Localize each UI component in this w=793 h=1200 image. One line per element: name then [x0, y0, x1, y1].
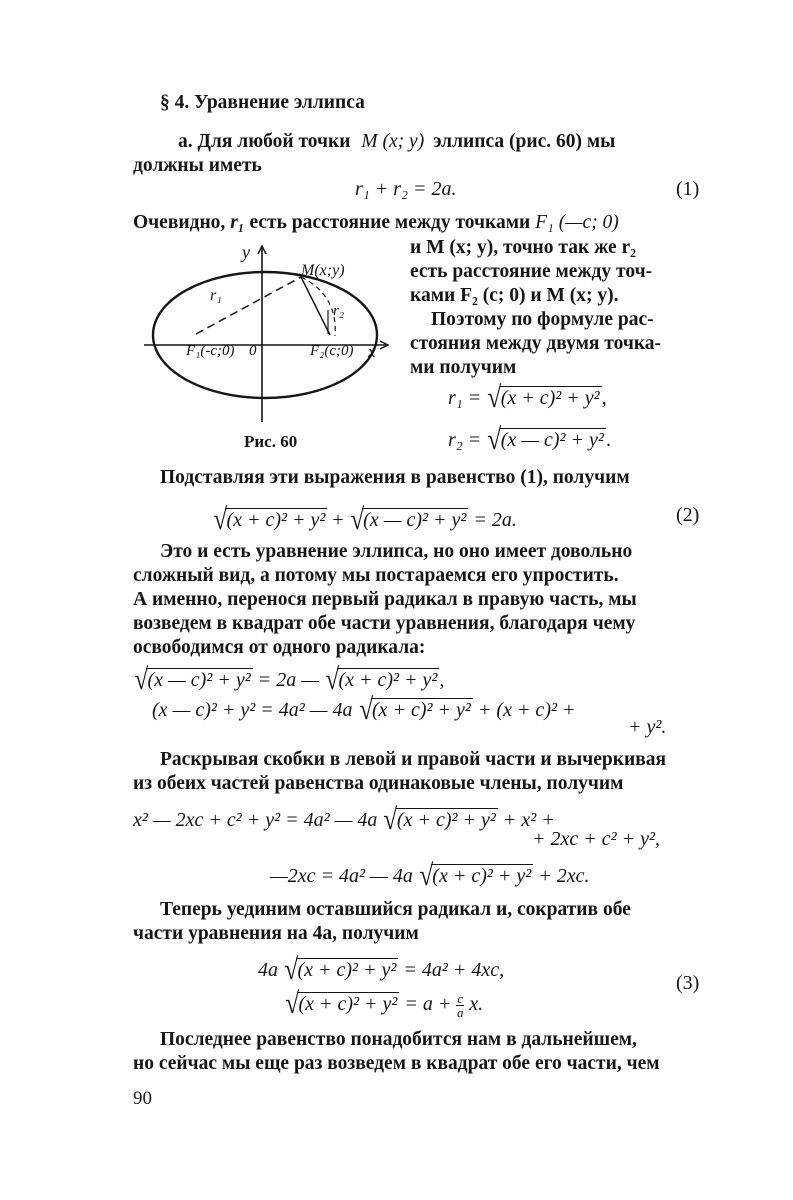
equation-5-continuation: + 2xc + c² + y², — [532, 828, 660, 850]
equation-2-number: (2) — [676, 504, 700, 526]
eq3-radicand-2: (x + c)² + y² — [338, 669, 438, 691]
eq5-rhs: + x² + — [502, 809, 555, 831]
paragraph-4-line-3: А именно, перенося первый радикал в правую часть, мы — [133, 589, 637, 610]
eq2-plus: + — [332, 509, 344, 531]
p2-f1: F₁ (—c; 0) — [535, 212, 619, 233]
eq-r2-end: . — [605, 429, 611, 451]
p1-point-m: M — [361, 131, 378, 152]
sqrt-icon: √ — [285, 987, 300, 1020]
p1-point-coords: (x; y) — [382, 131, 425, 152]
p2-text-rest: есть расстояние между точками — [249, 212, 531, 233]
eq5-lhs: x² — 2xc + c² + y² = 4a² — 4a — [133, 809, 378, 831]
paragraph-2-line-3: есть расстояние между точ- — [410, 261, 653, 282]
eq-r2-radicand: (x — c)² + y² — [500, 429, 604, 451]
eq-r1-radicand: (x + c)² + y² — [500, 387, 600, 409]
eq7a-radicand: (x + c)² + y² — [297, 959, 397, 981]
eq7b-end: x. — [469, 993, 484, 1015]
eq3-end: , — [439, 669, 445, 691]
sqrt-icon: √ — [419, 859, 434, 892]
figure-caption: Рис. 60 — [244, 432, 298, 451]
paragraph-4-line-4: возведем в квадрат обе части уравнения, благодаря чему — [133, 613, 636, 634]
label-x: x — [368, 342, 376, 361]
eq-r1-lhs: r₁ = — [448, 387, 482, 409]
equation-1: r₁ + r₂ = 2a. — [355, 178, 457, 200]
radius-r1-line — [196, 277, 301, 334]
label-y: y — [242, 242, 250, 262]
paragraph-5-line-1: Раскрывая скобки в левой и правой части и вычеркивая — [160, 749, 667, 770]
eq4-rhs: + (x + c)² + — [477, 699, 576, 721]
paragraph-2-line-1 — [133, 211, 619, 236]
sqrt-icon: √ — [349, 503, 364, 536]
eq7a-lhs: 4a — [258, 959, 278, 981]
eq7b-radicand: (x + c)² + y² — [298, 993, 398, 1015]
label-m: M(x;y) — [301, 262, 345, 279]
fraction-numerator: c — [457, 990, 464, 1006]
paragraph-1-line-1 — [178, 130, 615, 155]
page-number: 90 — [133, 1088, 152, 1109]
eq6-lhs: —2xc = 4a² — 4a — [270, 865, 413, 887]
paragraph-2-line-7: ми получим — [410, 357, 517, 378]
sqrt-icon: √ — [487, 381, 502, 414]
equation-1-number: (1) — [676, 178, 700, 200]
equation-r1 — [448, 378, 607, 412]
label-f1: F₁(-c;0) — [186, 343, 235, 359]
eq2-rhs: = 2a. — [473, 509, 517, 531]
sqrt-icon: √ — [284, 953, 299, 986]
eq7b-rhs: = a + — [404, 993, 452, 1015]
eq3-radicand-1: (x — c)² + y² — [147, 669, 251, 691]
eq2-radicand-2: (x — c)² + y² — [363, 509, 467, 531]
eq6-rhs: + 2xc. — [538, 865, 590, 887]
paragraph-6-line-1: Теперь уединим оставшийся радикал и, сократив обе — [160, 899, 631, 920]
sqrt-icon: √ — [134, 663, 149, 696]
ellipse-curve — [153, 272, 377, 398]
paragraph-2-line-4: ками F₂ (c; 0) и M (x; y). — [410, 285, 619, 306]
paragraph-2-line-2: и M (x; y), точно так же r₂ — [410, 237, 637, 258]
eq5-radicand: (x + c)² + y² — [396, 809, 496, 831]
eq-r1-end: , — [601, 387, 607, 409]
eq7b-fraction — [456, 992, 464, 1019]
paragraph-4-line-2: сложный вид, а потому мы постараемся его упростить. — [133, 565, 619, 586]
equation-5 — [133, 800, 555, 834]
label-r2: r₂ — [333, 303, 345, 319]
eq3-mid: = 2a — — [257, 669, 319, 691]
paragraph-5-line-2: из обеих частей равенства одинаковые члены, получим — [133, 773, 624, 794]
fraction-denominator: a — [457, 1004, 464, 1020]
equation-4 — [152, 690, 575, 724]
paragraph-2-line-5: Поэтому по формуле рас- — [431, 309, 654, 330]
ellipse-figure — [140, 240, 400, 430]
eq7a-rhs: = 4a² + 4xc, — [403, 959, 505, 981]
sqrt-icon: √ — [358, 693, 373, 726]
equation-7a — [258, 950, 504, 984]
equation-2 — [212, 500, 517, 534]
label-r1: r₁ — [210, 287, 222, 304]
sqrt-icon: √ — [487, 423, 502, 456]
equation-7b — [284, 984, 483, 1019]
paragraph-4-line-1: Это и есть уравнение эллипса, но оно имеет довольно — [160, 541, 633, 562]
paragraph-3: Подставляя эти выражения в равенство (1), получим — [160, 467, 630, 488]
label-f2: F₂(c;0) — [310, 343, 354, 359]
equation-r2 — [448, 420, 611, 454]
eq6-radicand: (x + c)² + y² — [432, 865, 532, 887]
sqrt-icon: √ — [325, 663, 340, 696]
equation-3 — [133, 660, 444, 694]
p1-text-rest: эллипса (рис. 60) мы — [433, 131, 616, 152]
section-heading: § 4. Уравнение эллипса — [160, 92, 365, 113]
eq4-lhs: (x — c)² + y² = 4a² — 4a — [152, 699, 353, 721]
equation-3-number: (3) — [676, 972, 700, 994]
label-origin: 0 — [249, 343, 257, 359]
equation-4-continuation: + y². — [628, 716, 667, 738]
paragraph-4-line-5: освободимся от одного радикала: — [133, 637, 426, 658]
p1-text-start: а. Для любой точки — [178, 131, 351, 152]
p2-r1: r₁ — [230, 212, 245, 233]
paragraph-7-line-2: но сейчас мы еще раз возведем в квадрат обе его части, чем — [133, 1053, 660, 1074]
sqrt-icon: √ — [213, 503, 228, 536]
eq4-radicand: (x + c)² + y² — [371, 699, 471, 721]
paragraph-6-line-2: части уравнения на 4a, получим — [133, 923, 419, 944]
eq-r2-lhs: r₂ = — [448, 429, 482, 451]
eq2-radicand-1: (x + c)² + y² — [226, 509, 326, 531]
paragraph-1-line-2: должны иметь — [133, 155, 262, 176]
sqrt-icon: √ — [383, 803, 398, 836]
p2-text-start: Очевидно, — [133, 212, 226, 233]
paragraph-2-line-6: стояния между двумя точка- — [410, 333, 662, 354]
equation-6 — [270, 856, 589, 890]
radius-r2-line — [301, 277, 330, 335]
paragraph-7-line-1: Последнее равенство понадобится нам в дальнейшем, — [160, 1029, 637, 1050]
